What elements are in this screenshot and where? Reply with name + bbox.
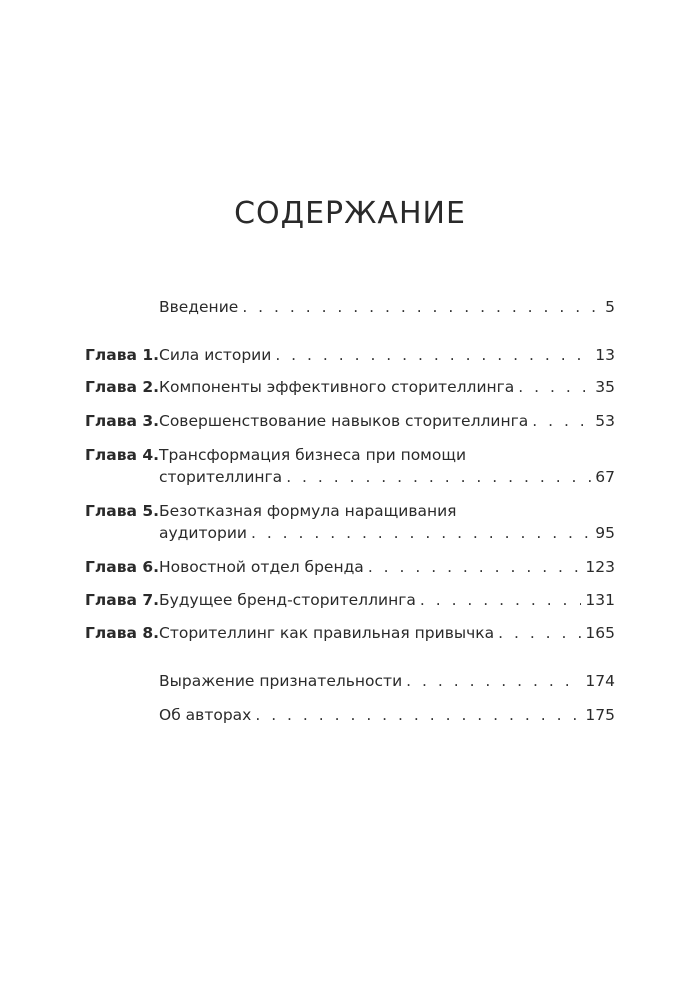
page-number: 35 [595, 378, 615, 396]
page-number: 131 [585, 591, 615, 609]
chapter-label: Глава 6. [85, 558, 160, 576]
chapter-label: Глава 2. [85, 378, 160, 396]
dot-leader [255, 704, 581, 726]
entry-title: Об авторах [159, 706, 252, 724]
entry-title: Трансформация бизнеса при помощи [159, 446, 467, 464]
page-number: 174 [585, 672, 615, 690]
dot-leader [251, 522, 591, 544]
entry-title: Компоненты эффективного сторителлинга [159, 378, 515, 396]
dot-leader [242, 296, 601, 318]
page-number: 175 [585, 706, 615, 724]
chapter-label: Глава 4. [85, 446, 160, 464]
page-number: 95 [595, 524, 615, 542]
page-number: 53 [595, 412, 615, 430]
entry-title: Введение [159, 298, 239, 316]
page-number: 123 [585, 558, 615, 576]
entry-title: Сторителлинг как правильная привычка [159, 624, 495, 642]
entry-title: Будущее бренд-сторителлинга [159, 591, 416, 609]
dot-leader [368, 556, 582, 578]
chapter-label: Глава 1. [85, 346, 160, 364]
chapter-label: Глава 3. [85, 412, 160, 430]
page-number: 5 [605, 298, 615, 316]
dot-leader [406, 670, 581, 692]
entry-title-continued: аудитории [159, 524, 247, 542]
entry-title: Сила истории [159, 346, 272, 364]
dot-leader [275, 344, 591, 366]
page-title: СОДЕРЖАНИЕ [234, 196, 466, 231]
entry-title: Безотказная формула наращивания [159, 502, 457, 520]
entry-title: Выражение признательности [159, 672, 403, 690]
chapter-label: Глава 8. [85, 624, 160, 642]
page-number: 165 [585, 624, 615, 642]
chapter-label: Глава 7. [85, 591, 160, 609]
chapter-label: Глава 5. [85, 502, 160, 520]
entry-title: Совершенствование навыков сторителлинга [159, 412, 529, 430]
page-number: 13 [595, 346, 615, 364]
dot-leader [420, 589, 582, 611]
dot-leader [518, 376, 591, 398]
entry-title: Новостной отдел бренда [159, 558, 364, 576]
dot-leader [498, 622, 581, 644]
page-number: 67 [595, 468, 615, 486]
dot-leader [532, 410, 591, 432]
entry-title-continued: сторителлинга [159, 468, 283, 486]
dot-leader [286, 466, 591, 488]
